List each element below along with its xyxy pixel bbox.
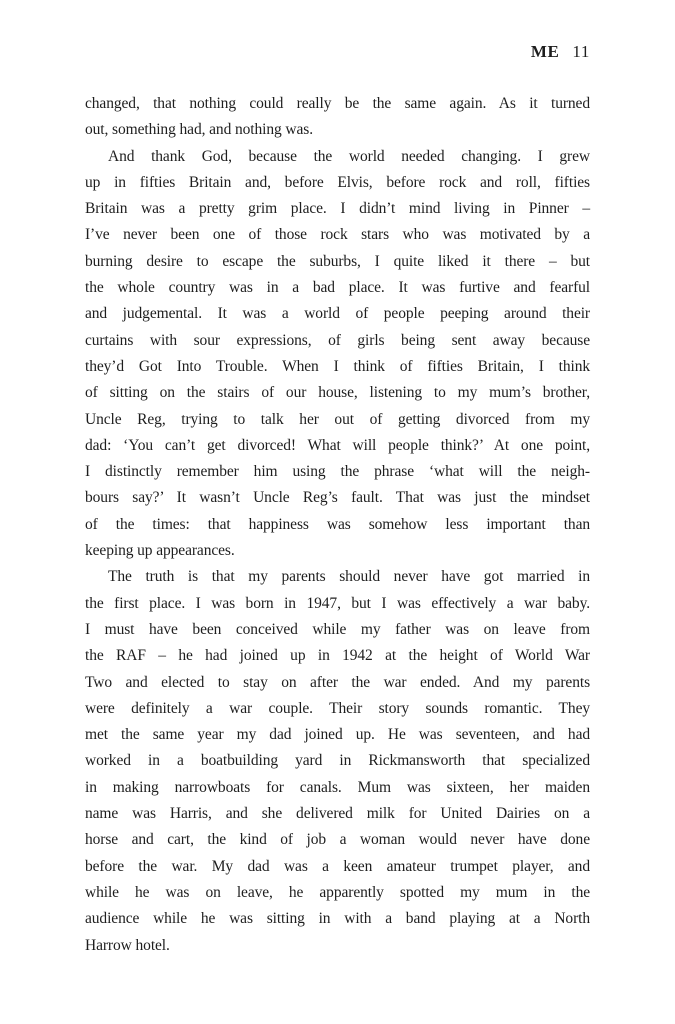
text-line: Uncle Reg, trying to talk her out of getting divorced from my (85, 410, 590, 428)
page-text (85, 91, 590, 959)
text-line: in making narrowboats for canals. Mum was sixteen, her maiden (85, 778, 590, 796)
text-line: and judgemental. It was a world of people peeping around their (85, 305, 590, 323)
text-line: I must have been conceived while my father was on leave from (85, 620, 590, 638)
paragraph (85, 91, 590, 144)
text-line: Harrow hotel. (85, 936, 170, 954)
text-line: of the times: that happiness was somehow less important than (85, 515, 590, 533)
text-line: the first place. I was born in 1947, but I was effectively a war baby. (85, 594, 590, 612)
text-line: burning desire to escape the suburbs, I quite liked it there – but (85, 252, 590, 270)
text-line: up in fifties Britain and, before Elvis, before rock and roll, fifties (85, 173, 590, 191)
text-line: worked in a boatbuilding yard in Rickmansworth that specialized (85, 752, 590, 770)
text-line: horse and cart, the kind of job a woman would never have done (85, 831, 590, 849)
text-line: out, something had, and nothing was. (85, 121, 314, 139)
text-line: before the war. My dad was a keen amateur trumpet player, and (85, 857, 590, 875)
page-number: 11 (572, 42, 590, 61)
text-line: they’d Got Into Trouble. When I think of fifties Britain, I think (85, 357, 590, 375)
text-line: I distinctly remember him using the phrase ‘what will the neigh- (85, 463, 590, 481)
running-title: ME (530, 42, 560, 61)
text-line: the whole country was in a bad place. It was furtive and fearful (85, 279, 590, 297)
text-line: the RAF – he had joined up in 1942 at the height of World War (85, 647, 590, 665)
paragraph (85, 144, 590, 565)
text-line: changed, that nothing could really be the same again. As it turned (85, 95, 590, 112)
text-line: And thank God, because the world needed changing. I grew (108, 147, 590, 165)
text-line: The truth is that my parents should never have got married in (108, 568, 590, 586)
text-line: bours say?’ It wasn’t Uncle Reg’s fault. That was just the mindset (85, 489, 590, 507)
text-line: audience while he was sitting in with a band playing at a North (85, 910, 590, 928)
text-line: curtains with sour expressions, of girls being sent away because (85, 331, 590, 349)
text-line: name was Harris, and she delivered milk for United Dairies on a (85, 805, 590, 823)
text-line: Two and elected to stay on after the war ended. And my parents (85, 673, 590, 691)
text-line: were definitely a war couple. Their story sounds romantic. They (85, 699, 590, 717)
paragraph (85, 564, 590, 958)
text-line: Britain was a pretty grim place. I didn’t mind living in Pinner – (85, 200, 590, 218)
text-line: keeping up appearances. (85, 542, 235, 560)
text-line: dad: ‘You can’t get divorced! What will people think?’ At one point, (85, 436, 590, 454)
text-line: of sitting on the stairs of our house, listening to my mum’s brother, (85, 384, 590, 402)
text-line: while he was on leave, he apparently spotted my mum in the (85, 883, 590, 901)
text-line: I’ve never been one of those rock stars who was motivated by a (85, 226, 590, 244)
running-header (85, 42, 590, 62)
text-line: met the same year my dad joined up. He was seventeen, and had (85, 726, 590, 744)
